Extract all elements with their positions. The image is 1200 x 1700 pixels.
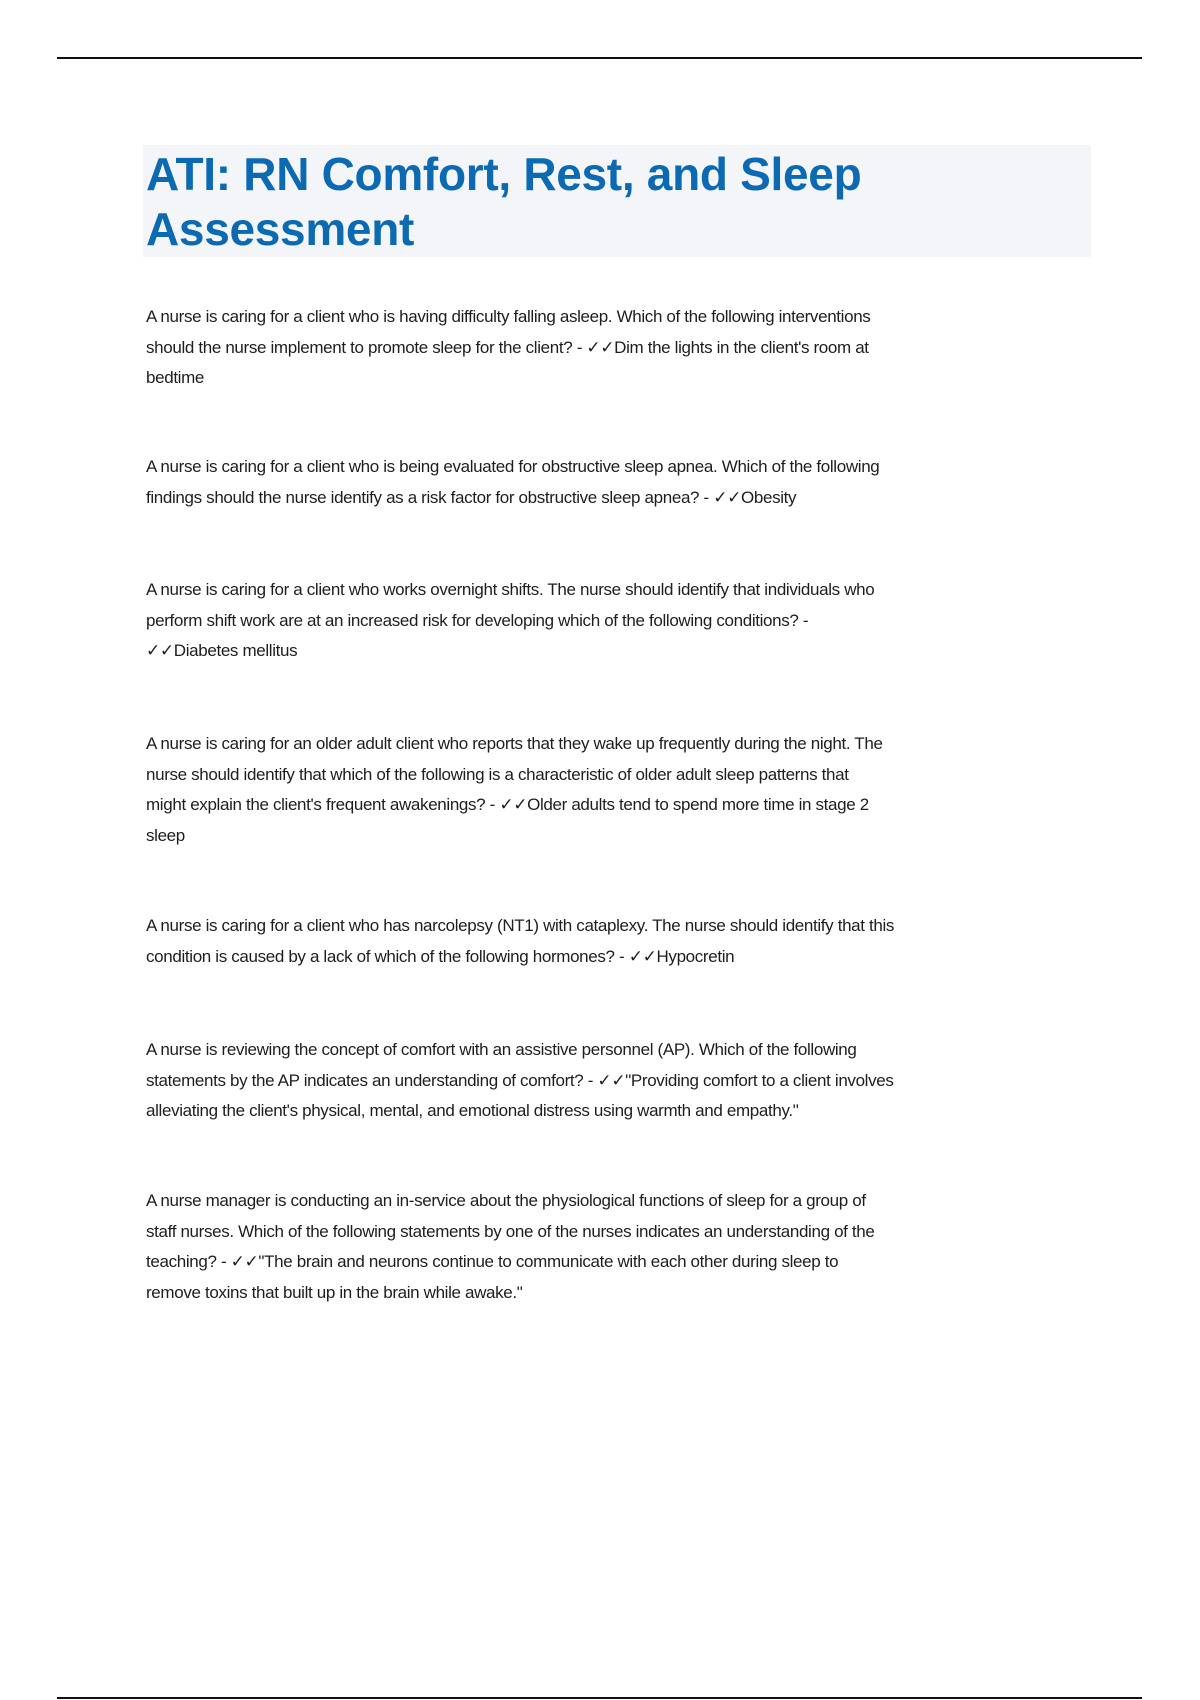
- qa-line: should the nurse implement to promote sleep for the client? - ✓✓Dim the lights in the client's room at: [146, 337, 869, 357]
- qa-line: sleep: [146, 825, 185, 845]
- qa-line: perform shift work are at an increased risk for developing which of the following conditions? -: [146, 610, 809, 630]
- qa-line: A nurse is caring for a client who works overnight shifts. The nurse should identify that individuals who: [146, 580, 875, 599]
- top-rule: [57, 57, 1142, 59]
- qa-line: alleviating the client's physical, mental, and emotional distress using warmth and empathy.": [146, 1101, 799, 1120]
- qa-line: A nurse is caring for an older adult client who reports that they wake up frequently during the night. The: [146, 734, 883, 753]
- qa-item: [146, 729, 883, 851]
- bottom-rule: [57, 1697, 1142, 1699]
- qa-line: A nurse is caring for a client who is having difficulty falling asleep. Which of the following interventions: [146, 307, 871, 326]
- qa-item: [146, 575, 874, 667]
- qa-line: remove toxins that built up in the brain while awake.": [146, 1282, 523, 1302]
- qa-item: [146, 911, 894, 972]
- qa-line: statements by the AP indicates an understanding of comfort? - ✓✓"Providing comfort to a client involves: [146, 1070, 894, 1090]
- qa-line: A nurse is reviewing the concept of comfort with an assistive personnel (AP). Which of the following: [146, 1040, 857, 1059]
- document-title: [146, 147, 861, 257]
- qa-line: might explain the client's frequent awakenings? - ✓✓Older adults tend to spend more time in stage 2: [146, 795, 869, 814]
- qa-item: [146, 302, 870, 394]
- qa-line: staff nurses. Which of the following statements by one of the nurses indicates an understanding of the: [146, 1221, 875, 1241]
- qa-line: A nurse manager is conducting an in-service about the physiological functions of sleep for a group of: [146, 1191, 866, 1210]
- qa-line: bedtime: [146, 368, 205, 387]
- qa-line: A nurse is caring for a client who is being evaluated for obstructive sleep apnea. Which of the following: [146, 457, 880, 476]
- title-line: Assessment: [146, 203, 415, 255]
- qa-line: teaching? - ✓✓"The brain and neurons continue to communicate with each other during sleep to: [146, 1252, 839, 1271]
- qa-line: ✓✓Diabetes mellitus: [146, 641, 298, 660]
- qa-line: condition is caused by a lack of which of the following hormones? - ✓✓Hypocretin: [146, 946, 735, 966]
- qa-line: nurse should identify that which of the following is a characteristic of older adult sleep patterns that: [146, 764, 849, 784]
- title-line: ATI: RN Comfort, Rest, and Sleep: [146, 148, 862, 200]
- qa-line: A nurse is caring for a client who has narcolepsy (NT1) with cataplexy. The nurse should identify that this: [146, 916, 895, 935]
- qa-item: [146, 452, 879, 513]
- qa-line: findings should the nurse identify as a risk factor for obstructive sleep apnea? - ✓✓Obesity: [146, 487, 797, 507]
- qa-item: [146, 1035, 894, 1127]
- qa-item: [146, 1186, 875, 1308]
